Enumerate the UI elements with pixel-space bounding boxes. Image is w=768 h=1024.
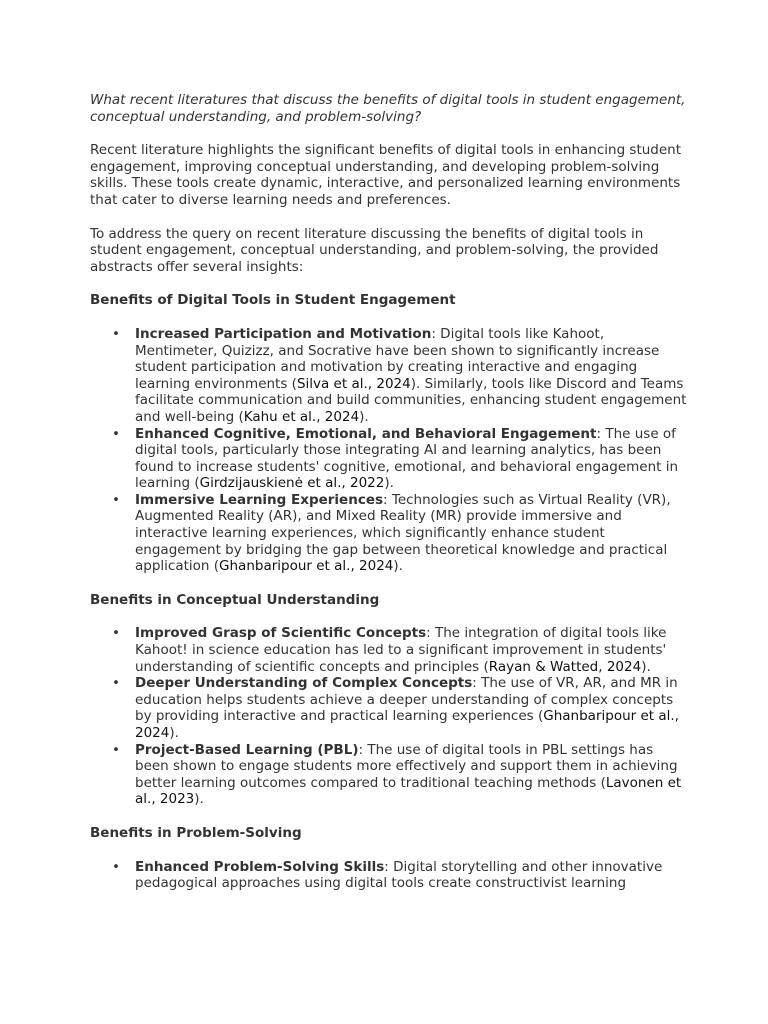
intro-paragraph: To address the query on recent literature discussing the benefits of digital tools in student engagement, conceptual understanding, and problem-solving, the provided abstracts offer several insights: (90, 225, 659, 275)
item-text: ). (169, 725, 179, 741)
citation: Lavonen et al., 2023 (135, 774, 682, 808)
question-text: What recent literatures that discuss the benefits of digital tools in student engagement, conceptual understanding, and problem-solving? (90, 92, 686, 125)
item-text: ). (641, 658, 651, 675)
document-page (90, 92, 690, 909)
section-heading: Benefits in Conceptual Understanding (90, 591, 380, 608)
section-heading: Benefits of Digital Tools in Student Engagement (90, 292, 456, 309)
bullet-icon: • (112, 741, 120, 758)
item-term: Enhanced Cognitive, Emotional, and Behavioral Engagement (135, 425, 597, 442)
citation: Kahu et al., 2024 (243, 408, 360, 425)
item-text: : Technologies such as Virtual Reality (VR), Augmented Reality (AR), and Mixed Reality (MR) provide immersive and interactive learning experiences, which significantly enhance student engagement by bridging the gap between theoretical knowledge and practical application ( (135, 491, 671, 575)
item-text: ). Similarly, tools like Discord and Teams facilitate communication and build communities, enhancing student engagement and well-being ( (135, 375, 687, 425)
item-term: Project-Based Learning (PBL) (135, 741, 359, 758)
bullet-icon: • (112, 675, 120, 692)
item-text: : The integration of digital tools like Kahoot! in science education has led to a significant improvement in students' understanding of scientific concepts and principles ( (135, 625, 667, 675)
bullet-icon: • (112, 858, 120, 875)
list-item (90, 426, 690, 492)
citation: Silva et al., 2024 (296, 375, 411, 392)
item-term: Enhanced Problem-Solving Skills (135, 858, 385, 875)
citation: Rayan & Watted, 2024 (488, 658, 642, 675)
item-text: ). (359, 408, 369, 425)
item-text: : Digital tools like Kahoot, Mentimeter, Quizizz, and Socrative have been shown to significantly increase student participation and motivation by creating interactive and engaging learning environments ( (135, 325, 660, 392)
bullet-icon: • (112, 625, 120, 642)
item-term: Immersive Learning Experiences (135, 491, 384, 508)
item-text: : The use of digital tools in PBL settings has been shown to engage students more effectively and support them in achieving better learning outcomes compared to traditional teaching methods ( (135, 741, 678, 791)
item-text: ). (194, 791, 204, 808)
bullet-icon: • (112, 425, 120, 442)
item-text: : Digital storytelling and other innovative pedagogical approaches using digital tools create constructivist learning (135, 858, 663, 892)
list-item (90, 742, 690, 808)
list-item (90, 859, 690, 892)
list-item (90, 625, 690, 675)
citation: Girdzijauskienė et al., 2022 (199, 475, 385, 492)
item-term: Increased Participation and Motivation (135, 325, 432, 342)
section-heading: Benefits in Problem-Solving (90, 824, 302, 841)
citation: Ghanbaripour et al., 2024 (135, 708, 679, 741)
bullet-icon: • (112, 491, 120, 508)
item-text: ). (384, 475, 394, 492)
bullet-list (90, 625, 690, 808)
list-item (90, 492, 690, 575)
citation: Ghanbaripour et al., 2024 (219, 558, 394, 575)
list-item (90, 326, 690, 426)
bullet-list (90, 859, 690, 892)
sections (90, 292, 690, 891)
list-item (90, 675, 690, 741)
item-text: : The use of VR, AR, and MR in education helps students achieve a deeper understanding of complex concepts by providing interactive and practical learning experiences ( (135, 675, 678, 725)
item-text: : The use of digital tools, particularly those integrating AI and learning analytics, has been found to increase students' cognitive, emotional, and behavioral engagement in learning ( (135, 425, 679, 492)
intro-paragraph: Recent literature highlights the significant benefits of digital tools in enhancing student engagement, improving conceptual understanding, and developing problem-solving skills. These tools create dynamic, interactive, and personalized learning environments that cater to diverse learning needs and preferences. (90, 142, 682, 208)
intro (90, 142, 690, 275)
item-term: Improved Grasp of Scientific Concepts (135, 625, 427, 642)
bullet-icon: • (112, 325, 120, 342)
item-text: ). (393, 558, 403, 575)
bullet-list (90, 326, 690, 575)
item-term: Deeper Understanding of Complex Concepts (135, 675, 473, 692)
